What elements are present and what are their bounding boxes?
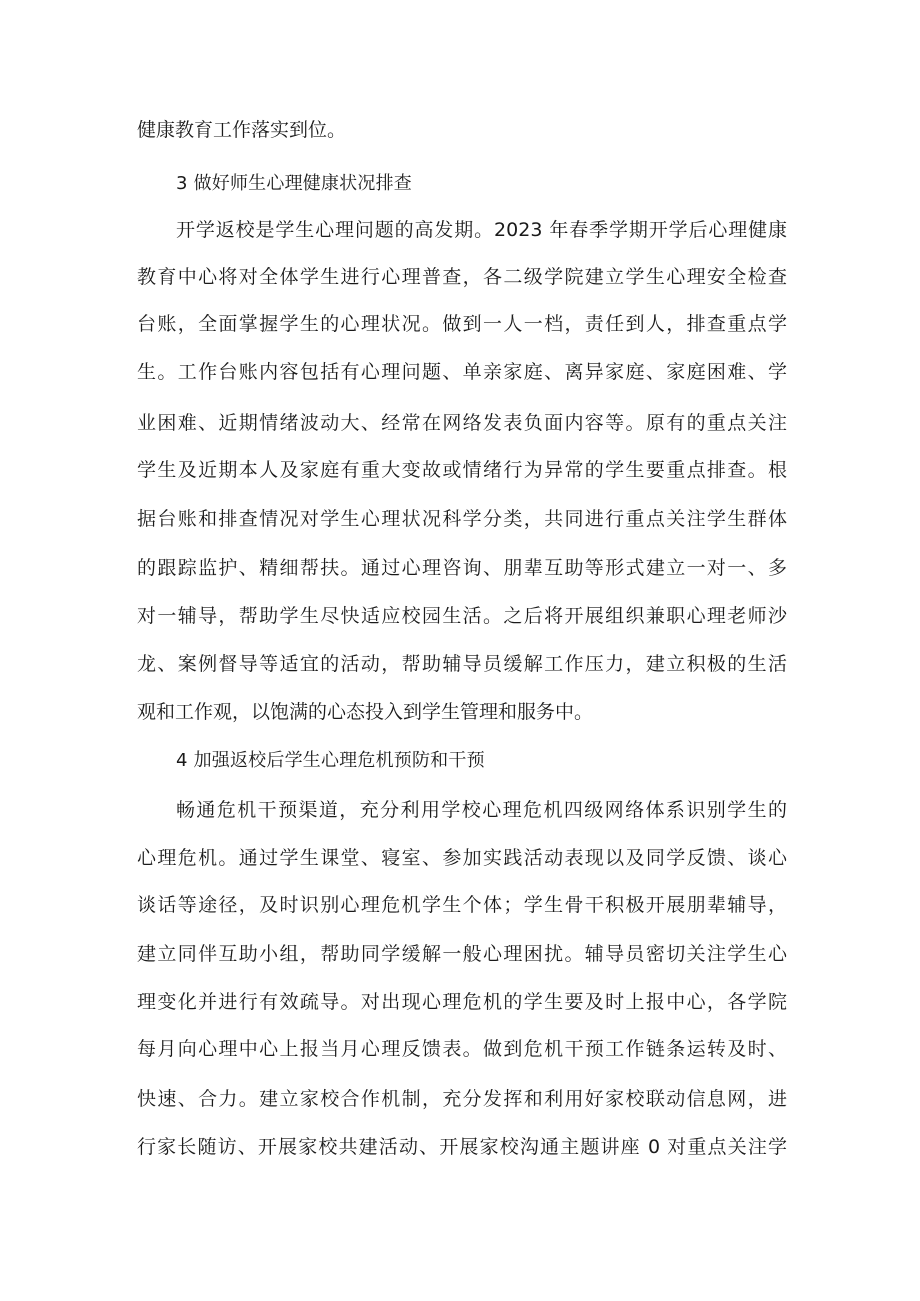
paragraph-line: 对一辅导，帮助学生尽快适应校园生活。之后将开展组织兼职心理老师沙 <box>137 605 787 627</box>
paragraph-line: 台账，全面掌握学生的心理状况。做到一人一档，责任到人，排查重点学 <box>137 313 787 335</box>
section-heading-4: 4 加强返校后学生心理危机预防和干预 <box>176 750 485 771</box>
paragraph-line: 龙、案例督导等适宜的活动，帮助辅导员缓解工作压力，建立积极的生活 <box>137 653 787 675</box>
paragraph-line: 业困难、近期情绪波动大、经常在网络发表负面内容等。原有的重点关注 <box>137 412 787 434</box>
paragraph-line: 快速、合力。建立家校合作机制，充分发挥和利用好家校联动信息网，进 <box>137 1088 787 1110</box>
paragraph-line: 教育中心将对全体学生进行心理普查，各二级学院建立学生心理安全检查 <box>137 266 787 288</box>
paragraph-line: 每月向心理中心上报当月心理反馈表。做到危机干预工作链条运转及时、 <box>137 1038 787 1060</box>
paragraph-first-line: 畅通危机干预渠道，充分利用学校心理危机四级网络体系识别学生的 <box>176 799 787 821</box>
paragraph-first-line: 开学返校是学生心理问题的高发期。2023 年春季学期开学后心理健康 <box>176 219 787 241</box>
section-heading-3: 3 做好师生心理健康状况排查 <box>176 173 412 194</box>
paragraph-line: 学生及近期本人及家庭有重大变故或情绪行为异常的学生要重点排查。根 <box>137 459 787 481</box>
paragraph-line: 的跟踪监护、精细帮扶。通过心理咨询、朋辈互助等形式建立一对一、多 <box>137 557 787 579</box>
paragraph-line: 据台账和排查情况对学生心理状况科学分类，共同进行重点关注学生群体 <box>137 508 787 530</box>
paragraph-line: 心理危机。通过学生课堂、寝室、参加实践活动表现以及同学反馈、谈心 <box>137 847 787 869</box>
paragraph-line: 理变化并进行有效疏导。对出现心理危机的学生要及时上报中心，各学院 <box>137 991 787 1013</box>
paragraph-line: 行家长随访、开展家校共建活动、开展家校沟通主题讲座 0 对重点关注学 <box>137 1136 787 1158</box>
paragraph-line: 生。工作台账内容包括有心理问题、单亲家庭、离异家庭、家庭困难、学 <box>137 361 787 383</box>
paragraph-line: 谈话等途径，及时识别心理危机学生个体；学生骨干积极开展朋辈辅导， <box>137 894 787 916</box>
paragraph-line: 观和工作观，以饱满的心态投入到学生管理和服务中。 <box>137 701 594 723</box>
paragraph-line: 健康教育工作落实到位。 <box>137 119 347 141</box>
paragraph-line: 建立同伴互助小组，帮助同学缓解一般心理困扰。辅导员密切关注学生心 <box>137 943 787 965</box>
